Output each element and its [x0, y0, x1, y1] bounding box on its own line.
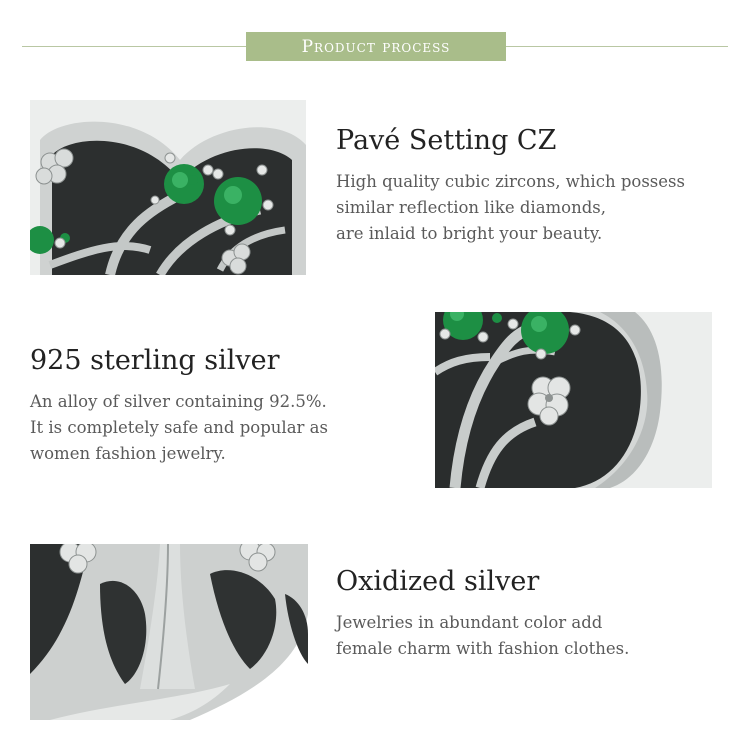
- product-photo-cz-closeup: [30, 100, 306, 275]
- section-title-sterling-silver: 925 sterling silver: [30, 345, 280, 376]
- section-header-banner: [246, 32, 506, 61]
- desc-line: An alloy of silver containing 92.5%.: [30, 392, 327, 411]
- section-desc-pave-setting: [336, 169, 685, 247]
- section-header-title: Product process: [301, 36, 451, 57]
- desc-line: female charm with fashion clothes.: [336, 639, 630, 658]
- section-desc-sterling-silver: [30, 389, 328, 467]
- header-divider-right: [506, 46, 728, 47]
- product-photo-oxidized-back: [30, 544, 308, 720]
- section-title-oxidized-silver: Oxidized silver: [336, 566, 540, 597]
- desc-line: are inlaid to bright your beauty.: [336, 224, 603, 243]
- desc-line: similar reflection like diamonds,: [336, 198, 607, 217]
- section-desc-oxidized-silver: [336, 610, 629, 662]
- product-photo-silver-side: [435, 312, 712, 488]
- header-divider-left: [22, 46, 246, 47]
- desc-line: It is completely safe and popular as: [30, 418, 328, 437]
- desc-line: women fashion jewelry.: [30, 444, 226, 463]
- desc-line: High quality cubic zircons, which possess: [336, 172, 685, 191]
- desc-line: Jewelries in abundant color add: [336, 613, 603, 632]
- section-title-pave-setting: Pavé Setting CZ: [336, 125, 557, 156]
